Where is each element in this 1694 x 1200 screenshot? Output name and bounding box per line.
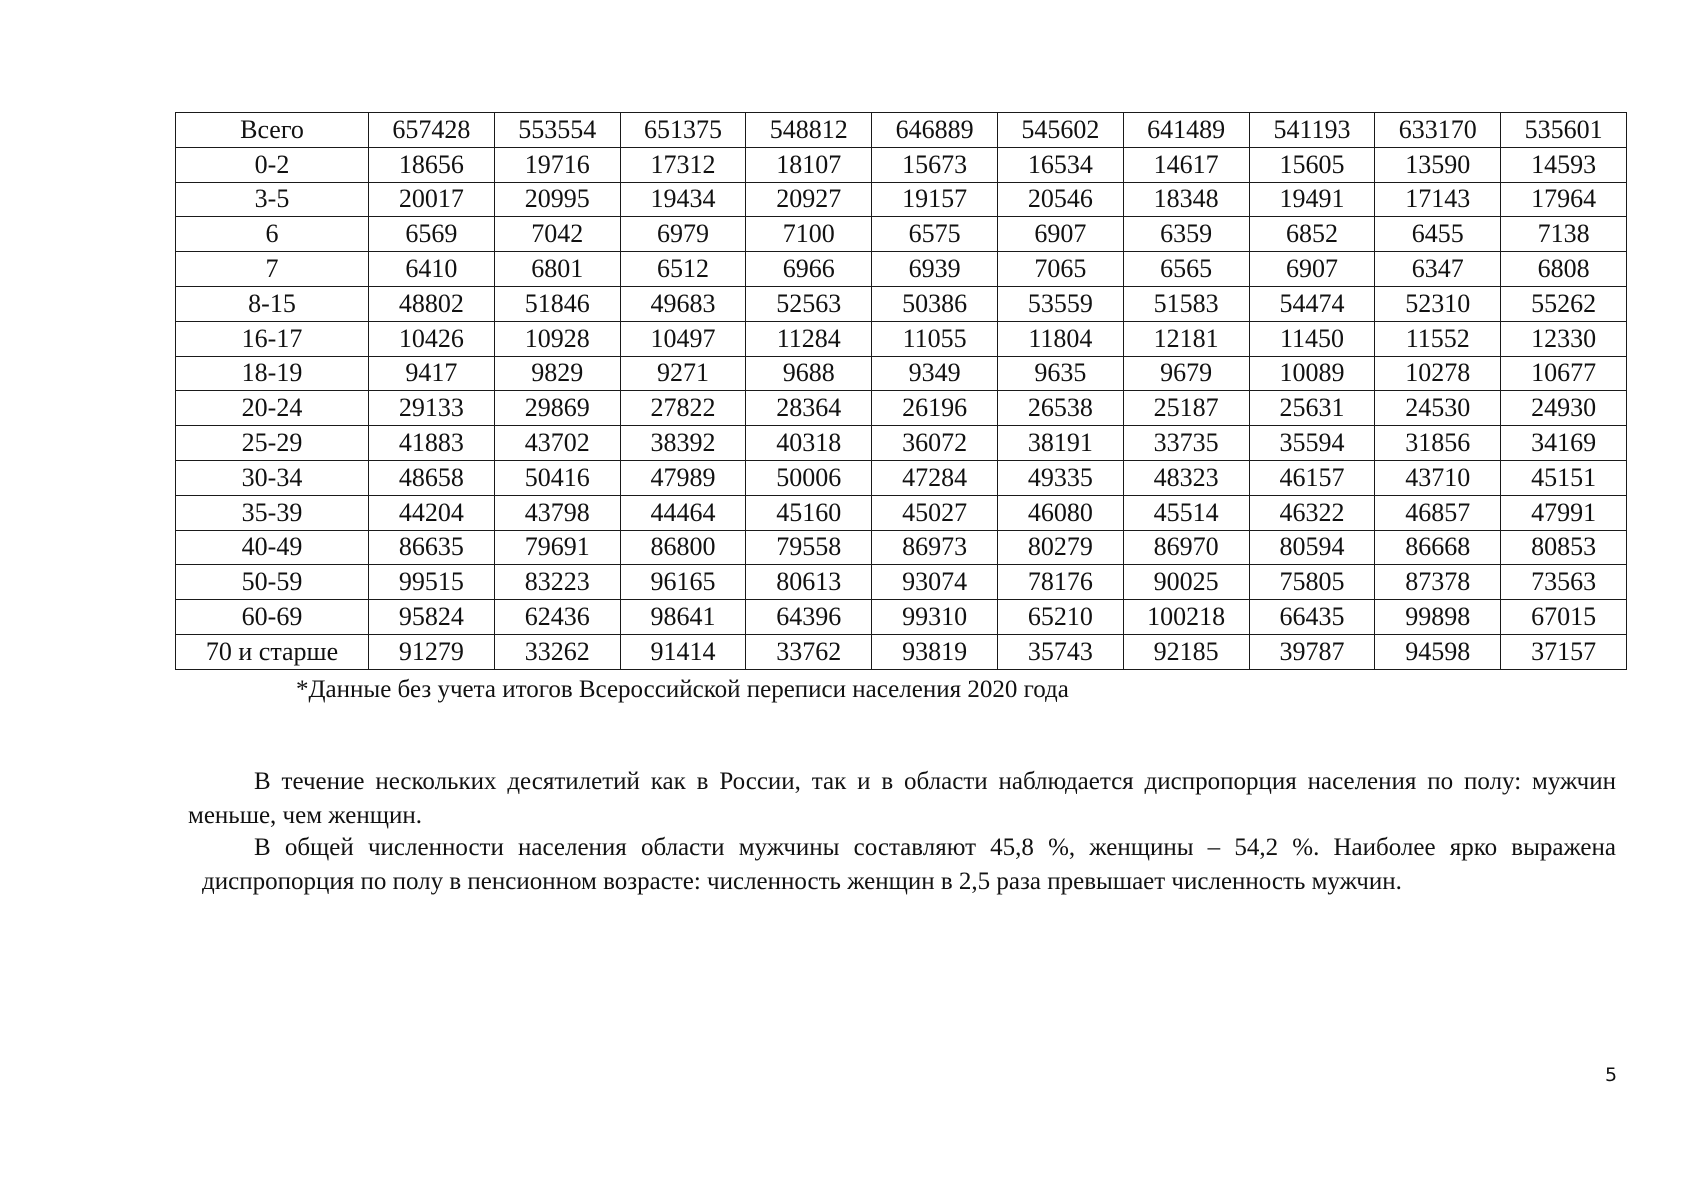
table-body [176,113,1627,670]
value-cell: 55262 [1501,286,1627,321]
value-cell: 46080 [997,495,1123,530]
value-cell: 535601 [1501,113,1627,148]
value-cell: 646889 [872,113,998,148]
value-cell: 46322 [1249,495,1375,530]
value-cell: 40318 [746,426,872,461]
table-row [176,634,1627,669]
value-cell: 86970 [1123,530,1249,565]
row-label-cell: Всего [176,113,369,148]
value-cell: 35594 [1249,426,1375,461]
value-cell: 9417 [369,356,495,391]
value-cell: 12181 [1123,321,1249,356]
value-cell: 9349 [872,356,998,391]
value-cell: 79558 [746,530,872,565]
value-cell: 11284 [746,321,872,356]
table-row [176,460,1627,495]
table-row [176,530,1627,565]
row-label-cell: 8-15 [176,286,369,321]
value-cell: 93074 [872,565,998,600]
table-row [176,182,1627,217]
row-label-cell: 0-2 [176,147,369,182]
value-cell: 50006 [746,460,872,495]
value-cell: 29869 [494,391,620,426]
row-label-cell: 18-19 [176,356,369,391]
table-row [176,391,1627,426]
value-cell: 73563 [1501,565,1627,600]
value-cell: 43702 [494,426,620,461]
value-cell: 38191 [997,426,1123,461]
value-cell: 9679 [1123,356,1249,391]
value-cell: 41883 [369,426,495,461]
value-cell: 75805 [1249,565,1375,600]
value-cell: 66435 [1249,600,1375,635]
value-cell: 46857 [1375,495,1501,530]
table-footnote: *Данные без учета итогов Всероссийской переписи населения 2020 года [296,676,1069,703]
value-cell: 31856 [1375,426,1501,461]
value-cell: 11804 [997,321,1123,356]
value-cell: 14593 [1501,147,1627,182]
value-cell: 641489 [1123,113,1249,148]
value-cell: 48802 [369,286,495,321]
table-row [176,600,1627,635]
value-cell: 24930 [1501,391,1627,426]
value-cell: 92185 [1123,634,1249,669]
value-cell: 96165 [620,565,746,600]
value-cell: 6808 [1501,252,1627,287]
value-cell: 9635 [997,356,1123,391]
value-cell: 11450 [1249,321,1375,356]
value-cell: 43798 [494,495,620,530]
value-cell: 6979 [620,217,746,252]
value-cell: 46157 [1249,460,1375,495]
value-cell: 95824 [369,600,495,635]
table-row [176,252,1627,287]
value-cell: 9688 [746,356,872,391]
value-cell: 6565 [1123,252,1249,287]
value-cell: 51583 [1123,286,1249,321]
value-cell: 548812 [746,113,872,148]
value-cell: 14617 [1123,147,1249,182]
value-cell: 86635 [369,530,495,565]
value-cell: 10089 [1249,356,1375,391]
value-cell: 94598 [1375,634,1501,669]
table-row [176,321,1627,356]
value-cell: 47284 [872,460,998,495]
value-cell: 6512 [620,252,746,287]
value-cell: 62436 [494,600,620,635]
paragraph-2: В общей численности населения области мужчины составляют 45,8 %, женщины – 54,2 %. Наиболее ярко выражена диспропорция по полу в пенсионном возрасте: численность женщин в 2,5 раза превышает численность мужчин. [202,834,1616,895]
row-label-cell: 20-24 [176,391,369,426]
value-cell: 16534 [997,147,1123,182]
value-cell: 6575 [872,217,998,252]
value-cell: 19434 [620,182,746,217]
value-cell: 52563 [746,286,872,321]
value-cell: 17964 [1501,182,1627,217]
value-cell: 67015 [1501,600,1627,635]
value-cell: 36072 [872,426,998,461]
value-cell: 33262 [494,634,620,669]
value-cell: 91414 [620,634,746,669]
value-cell: 34169 [1501,426,1627,461]
value-cell: 6907 [1249,252,1375,287]
value-cell: 10677 [1501,356,1627,391]
value-cell: 37157 [1501,634,1627,669]
value-cell: 20546 [997,182,1123,217]
value-cell: 6410 [369,252,495,287]
value-cell: 45151 [1501,460,1627,495]
value-cell: 44464 [620,495,746,530]
value-cell: 13590 [1375,147,1501,182]
value-cell: 43710 [1375,460,1501,495]
value-cell: 33762 [746,634,872,669]
value-cell: 86668 [1375,530,1501,565]
paragraph-1: В течение нескольких десятилетий как в России, так и в области наблюдается диспропорция населения по полу: мужчин меньше, чем женщин. [188,768,1616,829]
value-cell: 64396 [746,600,872,635]
value-cell: 80613 [746,565,872,600]
value-cell: 52310 [1375,286,1501,321]
value-cell: 78176 [997,565,1123,600]
value-cell: 9829 [494,356,620,391]
value-cell: 29133 [369,391,495,426]
value-cell: 49335 [997,460,1123,495]
value-cell: 54474 [1249,286,1375,321]
value-cell: 39787 [1249,634,1375,669]
value-cell: 9271 [620,356,746,391]
value-cell: 86800 [620,530,746,565]
table-row [176,286,1627,321]
value-cell: 25631 [1249,391,1375,426]
row-label-cell: 16-17 [176,321,369,356]
value-cell: 6347 [1375,252,1501,287]
value-cell: 651375 [620,113,746,148]
value-cell: 45027 [872,495,998,530]
value-cell: 38392 [620,426,746,461]
value-cell: 6569 [369,217,495,252]
value-cell: 26538 [997,391,1123,426]
population-table [175,112,1627,670]
value-cell: 545602 [997,113,1123,148]
value-cell: 19157 [872,182,998,217]
value-cell: 47989 [620,460,746,495]
value-cell: 50416 [494,460,620,495]
value-cell: 44204 [369,495,495,530]
row-label-cell: 60-69 [176,600,369,635]
table-row [176,495,1627,530]
value-cell: 49683 [620,286,746,321]
value-cell: 26196 [872,391,998,426]
value-cell: 20995 [494,182,620,217]
value-cell: 20017 [369,182,495,217]
value-cell: 6359 [1123,217,1249,252]
value-cell: 93819 [872,634,998,669]
value-cell: 53559 [997,286,1123,321]
value-cell: 17312 [620,147,746,182]
value-cell: 7065 [997,252,1123,287]
value-cell: 86973 [872,530,998,565]
value-cell: 98641 [620,600,746,635]
value-cell: 90025 [1123,565,1249,600]
value-cell: 17143 [1375,182,1501,217]
row-label-cell: 70 и старше [176,634,369,669]
value-cell: 7100 [746,217,872,252]
value-cell: 10928 [494,321,620,356]
page-number: 5 [1605,1064,1618,1086]
row-label-cell: 6 [176,217,369,252]
value-cell: 80594 [1249,530,1375,565]
value-cell: 80853 [1501,530,1627,565]
value-cell: 6939 [872,252,998,287]
value-cell: 10497 [620,321,746,356]
value-cell: 24530 [1375,391,1501,426]
value-cell: 19716 [494,147,620,182]
value-cell: 25187 [1123,391,1249,426]
row-label-cell: 50-59 [176,565,369,600]
value-cell: 19491 [1249,182,1375,217]
value-cell: 553554 [494,113,620,148]
value-cell: 15673 [872,147,998,182]
value-cell: 20927 [746,182,872,217]
value-cell: 28364 [746,391,872,426]
value-cell: 633170 [1375,113,1501,148]
value-cell: 99515 [369,565,495,600]
row-label-cell: 40-49 [176,530,369,565]
value-cell: 100218 [1123,600,1249,635]
value-cell: 18348 [1123,182,1249,217]
value-cell: 657428 [369,113,495,148]
value-cell: 45514 [1123,495,1249,530]
value-cell: 12330 [1501,321,1627,356]
value-cell: 541193 [1249,113,1375,148]
value-cell: 79691 [494,530,620,565]
table-row [176,356,1627,391]
value-cell: 15605 [1249,147,1375,182]
value-cell: 35743 [997,634,1123,669]
value-cell: 11055 [872,321,998,356]
value-cell: 6455 [1375,217,1501,252]
table-row [176,113,1627,148]
table-row [176,147,1627,182]
value-cell: 18107 [746,147,872,182]
value-cell: 47991 [1501,495,1627,530]
value-cell: 6801 [494,252,620,287]
table-row [176,565,1627,600]
value-cell: 48658 [369,460,495,495]
value-cell: 50386 [872,286,998,321]
row-label-cell: 35-39 [176,495,369,530]
value-cell: 11552 [1375,321,1501,356]
value-cell: 18656 [369,147,495,182]
row-label-cell: 7 [176,252,369,287]
row-label-cell: 3-5 [176,182,369,217]
value-cell: 48323 [1123,460,1249,495]
value-cell: 87378 [1375,565,1501,600]
value-cell: 7042 [494,217,620,252]
value-cell: 10426 [369,321,495,356]
value-cell: 10278 [1375,356,1501,391]
value-cell: 33735 [1123,426,1249,461]
value-cell: 91279 [369,634,495,669]
value-cell: 99310 [872,600,998,635]
value-cell: 45160 [746,495,872,530]
value-cell: 51846 [494,286,620,321]
row-label-cell: 25-29 [176,426,369,461]
value-cell: 6852 [1249,217,1375,252]
row-label-cell: 30-34 [176,460,369,495]
table-row [176,217,1627,252]
value-cell: 6966 [746,252,872,287]
value-cell: 83223 [494,565,620,600]
value-cell: 80279 [997,530,1123,565]
table-row [176,426,1627,461]
value-cell: 99898 [1375,600,1501,635]
value-cell: 27822 [620,391,746,426]
value-cell: 6907 [997,217,1123,252]
value-cell: 65210 [997,600,1123,635]
value-cell: 7138 [1501,217,1627,252]
